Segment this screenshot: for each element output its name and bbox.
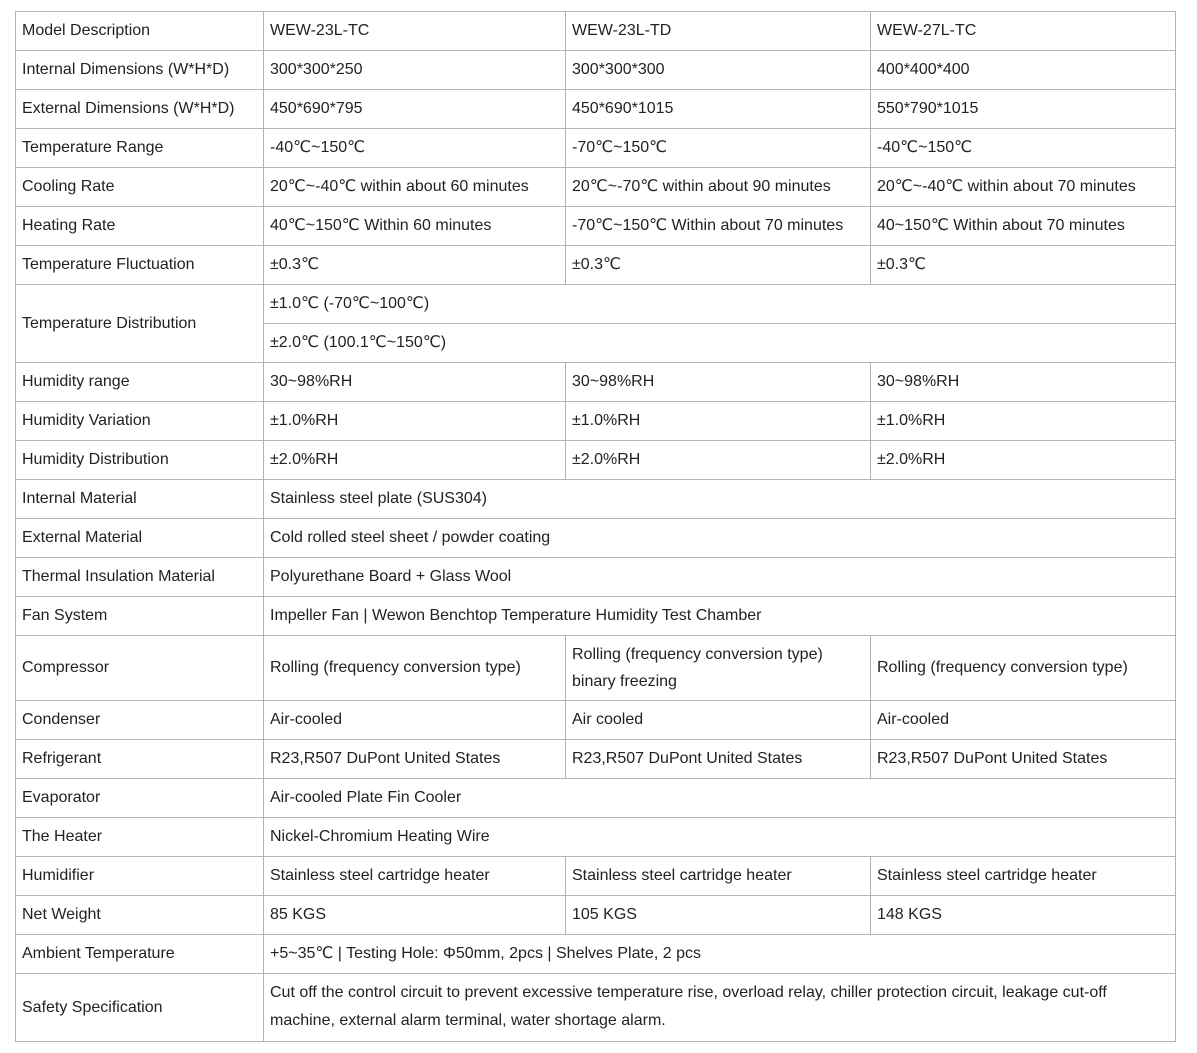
table-cell: 40~150℃ Within about 70 minutes xyxy=(871,207,1176,246)
table-cell: 450*690*1015 xyxy=(566,90,871,129)
table-row-heating-rate xyxy=(16,207,1176,246)
table-cell: R23,R507 DuPont United States xyxy=(566,740,871,779)
model-name-2: WEW-23L-TD xyxy=(566,12,871,51)
table-row-humidifier xyxy=(16,857,1176,896)
table-cell: +5~35℃ | Testing Hole: Φ50mm, 2pcs | Shelves Plate, 2 pcs xyxy=(264,935,1176,974)
safety-line-2: machine, external alarm terminal, water shortage alarm. xyxy=(270,1012,666,1029)
table-cell: 30~98%RH xyxy=(871,363,1176,402)
table-cell: ±0.3℃ xyxy=(264,246,566,285)
row-label: Cooling Rate xyxy=(16,168,264,207)
table-cell: Air cooled xyxy=(566,701,871,740)
row-label: Temperature Fluctuation xyxy=(16,246,264,285)
row-label: Humidifier xyxy=(16,857,264,896)
table-cell: R23,R507 DuPont United States xyxy=(264,740,566,779)
table-row-ambient-temperature xyxy=(16,935,1176,974)
table-cell: -40℃~150℃ xyxy=(871,129,1176,168)
table-cell xyxy=(264,974,1176,1042)
table-cell: Polyurethane Board + Glass Wool xyxy=(264,558,1176,597)
table-cell: Air-cooled Plate Fin Cooler xyxy=(264,779,1176,818)
table-cell: ±0.3℃ xyxy=(566,246,871,285)
table-row-internal-material xyxy=(16,480,1176,519)
row-label: The Heater xyxy=(16,818,264,857)
table-row-thermal-insulation xyxy=(16,558,1176,597)
table-cell: ±2.0%RH xyxy=(264,441,566,480)
table-row-temperature-range xyxy=(16,129,1176,168)
table-cell: Cold rolled steel sheet / powder coating xyxy=(264,519,1176,558)
row-label: Internal Dimensions (W*H*D) xyxy=(16,51,264,90)
table-cell: 300*300*250 xyxy=(264,51,566,90)
table-cell: 148 KGS xyxy=(871,896,1176,935)
table-cell: Impeller Fan | Wewon Benchtop Temperature Humidity Test Chamber xyxy=(264,597,1176,636)
row-label: Evaporator xyxy=(16,779,264,818)
table-cell: Nickel-Chromium Heating Wire xyxy=(264,818,1176,857)
row-label: Refrigerant xyxy=(16,740,264,779)
table-cell: Rolling (frequency conversion type) xyxy=(871,636,1176,701)
row-label: Ambient Temperature xyxy=(16,935,264,974)
table-cell: R23,R507 DuPont United States xyxy=(871,740,1176,779)
table-cell: Rolling (frequency conversion type) xyxy=(264,636,566,701)
table-row-fan-system xyxy=(16,597,1176,636)
row-label: Fan System xyxy=(16,597,264,636)
table-cell: -70℃~150℃ xyxy=(566,129,871,168)
row-label: Model Description xyxy=(16,12,264,51)
table-cell: 20℃~-70℃ within about 90 minutes xyxy=(566,168,871,207)
compressor-line-2: binary freezing xyxy=(572,673,677,690)
table-row-compressor xyxy=(16,636,1176,701)
table-row-internal-dimensions xyxy=(16,51,1176,90)
table-cell: -70℃~150℃ Within about 70 minutes xyxy=(566,207,871,246)
table-cell: 400*400*400 xyxy=(871,51,1176,90)
table-cell: ±2.0%RH xyxy=(566,441,871,480)
row-label: Compressor xyxy=(16,636,264,701)
row-label: Temperature Range xyxy=(16,129,264,168)
row-label: Safety Specification xyxy=(16,974,264,1042)
table-cell: 20℃~-40℃ within about 70 minutes xyxy=(871,168,1176,207)
table-row-evaporator xyxy=(16,779,1176,818)
table-cell: 550*790*1015 xyxy=(871,90,1176,129)
table-cell: 30~98%RH xyxy=(566,363,871,402)
model-name-3: WEW-27L-TC xyxy=(871,12,1176,51)
table-cell: 450*690*795 xyxy=(264,90,566,129)
row-label: Net Weight xyxy=(16,896,264,935)
table-row-humidity-variation xyxy=(16,402,1176,441)
table-row-heater xyxy=(16,818,1176,857)
table-row-refrigerant xyxy=(16,740,1176,779)
row-label: Heating Rate xyxy=(16,207,264,246)
row-label: Humidity Variation xyxy=(16,402,264,441)
spec-table xyxy=(15,11,1176,1042)
table-cell: 40℃~150℃ Within 60 minutes xyxy=(264,207,566,246)
compressor-line-1: Rolling (frequency conversion type) xyxy=(572,646,823,663)
table-cell: Stainless steel cartridge heater xyxy=(871,857,1176,896)
table-cell: ±0.3℃ xyxy=(871,246,1176,285)
table-cell: Stainless steel cartridge heater xyxy=(566,857,871,896)
row-label: Thermal Insulation Material xyxy=(16,558,264,597)
row-label: Internal Material xyxy=(16,480,264,519)
table-row-temperature-fluctuation xyxy=(16,246,1176,285)
row-label: Temperature Distribution xyxy=(16,285,264,363)
table-row-humidity-range xyxy=(16,363,1176,402)
row-label: Humidity range xyxy=(16,363,264,402)
table-row-temperature-distribution xyxy=(16,285,1176,324)
table-cell: ±2.0℃ (100.1℃~150℃) xyxy=(264,324,1176,363)
table-cell xyxy=(566,636,871,701)
table-cell: Stainless steel cartridge heater xyxy=(264,857,566,896)
table-row-external-material xyxy=(16,519,1176,558)
table-cell: 30~98%RH xyxy=(264,363,566,402)
table-row-model-description xyxy=(16,12,1176,51)
table-row-safety-specification xyxy=(16,974,1176,1042)
table-cell: 85 KGS xyxy=(264,896,566,935)
row-label: External Material xyxy=(16,519,264,558)
table-cell: -40℃~150℃ xyxy=(264,129,566,168)
model-name-1: WEW-23L-TC xyxy=(264,12,566,51)
table-cell: ±1.0%RH xyxy=(566,402,871,441)
table-cell: Air-cooled xyxy=(871,701,1176,740)
table-row-humidity-distribution xyxy=(16,441,1176,480)
table-row-external-dimensions xyxy=(16,90,1176,129)
table-cell: ±1.0%RH xyxy=(264,402,566,441)
row-label: Condenser xyxy=(16,701,264,740)
table-cell: ±2.0%RH xyxy=(871,441,1176,480)
table-row-condenser xyxy=(16,701,1176,740)
table-cell: Stainless steel plate (SUS304) xyxy=(264,480,1176,519)
table-cell: 105 KGS xyxy=(566,896,871,935)
table-cell: 300*300*300 xyxy=(566,51,871,90)
safety-line-1: Cut off the control circuit to prevent excessive temperature rise, overload relay, chiller protection circuit, leakage cut-off xyxy=(270,984,1107,1001)
row-label: External Dimensions (W*H*D) xyxy=(16,90,264,129)
table-row-net-weight xyxy=(16,896,1176,935)
table-cell: ±1.0℃ (-70℃~100℃) xyxy=(264,285,1176,324)
table-cell: 20℃~-40℃ within about 60 minutes xyxy=(264,168,566,207)
row-label: Humidity Distribution xyxy=(16,441,264,480)
table-cell: ±1.0%RH xyxy=(871,402,1176,441)
table-cell: Air-cooled xyxy=(264,701,566,740)
table-row-cooling-rate xyxy=(16,168,1176,207)
